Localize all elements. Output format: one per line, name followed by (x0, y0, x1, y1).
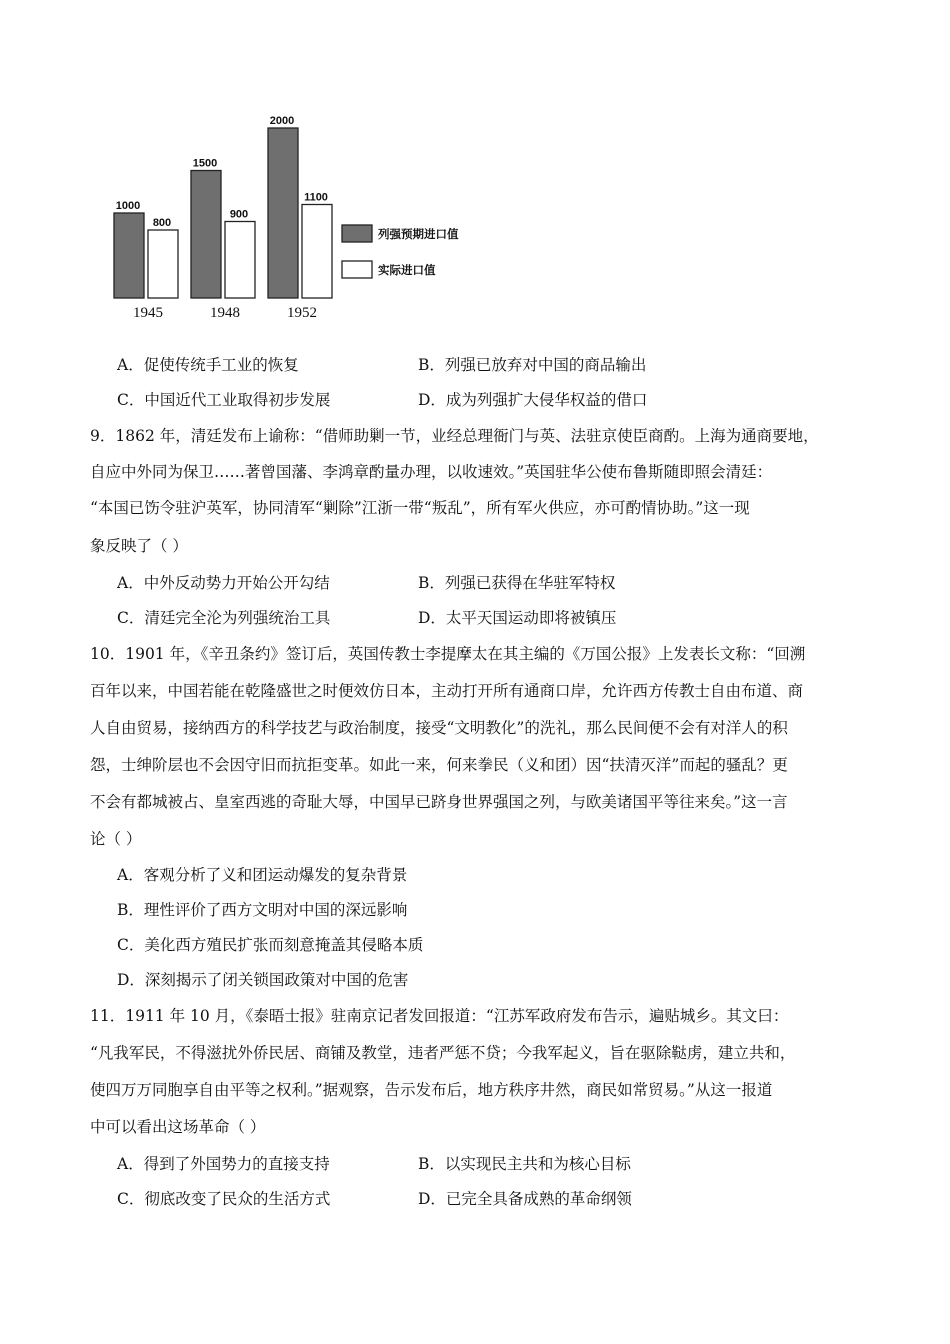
legend-label: 列强预期进口值 (378, 227, 459, 241)
q10-option-a: A．客观分析了义和团运动爆发的复杂背景 (117, 866, 408, 884)
q9-stem-line: 自应中外同为保卫……著曾国藩、李鸿章酌量办理，以收速效。”英国驻华公使布鲁斯随即照会清廷： (90, 463, 773, 481)
q10-option-c: C．美化西方殖民扩张而刻意掩盖其侵略本质 (117, 936, 424, 954)
q11-stem-line: 中可以看出这场革命（ ） (90, 1118, 266, 1136)
q9-option-b: B．列强已获得在华驻军特权 (418, 574, 616, 592)
chart-svg (100, 112, 480, 322)
q9-option-d: D．太平天国运动即将被镇压 (418, 609, 617, 627)
bar-value-label: 1100 (304, 191, 328, 204)
expected-import-bar (114, 213, 144, 298)
q9-stem-line: “本国已饬令驻沪英军，协同清军“剿除”江浙一带“叛乱”，所有军火供应，亦可酌情协助。”这一现 (90, 499, 750, 517)
q10-stem-line: 怨，士绅阶层也不会因守旧而抗拒变革。如此一来，何来拳民（义和团）因“扶清灭洋”而起的骚乱？更 (90, 756, 788, 774)
actual-import-bar (148, 230, 178, 298)
import-bar-chart (100, 112, 480, 322)
legend-label: 实际进口值 (378, 263, 436, 277)
q10-option-d: D．深刻揭示了闭关锁国政策对中国的危害 (117, 971, 409, 989)
bar-value-label: 1000 (115, 200, 141, 212)
bar-value-label: 800 (152, 217, 172, 229)
q11-option-a: A．得到了外国势力的直接支持 (117, 1155, 330, 1173)
q10-stem-line: 论（ ） (90, 830, 142, 848)
bar-value-label: 900 (229, 208, 249, 221)
q8-option-a: A．促使传统手工业的恢复 (117, 356, 299, 374)
x-tick-label: 1952 (287, 305, 317, 321)
expected-import-bar (191, 171, 221, 299)
x-tick-label: 1945 (133, 305, 163, 321)
q11-stem-line: “凡我军民，不得滋扰外侨民居、商铺及教堂，违者严惩不贷；今我军起义，旨在驱除鞑虏，建立共和， (90, 1044, 796, 1062)
q8-option-d: D．成为列强扩大侵华权益的借口 (418, 391, 648, 409)
q9-stem-line: 9．1862 年，清廷发布上谕称：“借师助剿一节，业经总理衙门与英、法驻京使臣商酌。上海为通商要地， (90, 427, 819, 445)
q10-stem-line: 10．1901 年，《辛丑条约》签订后，英国传教士李提摩太在其主编的《万国公报》上发表长文称：“回溯 (90, 645, 806, 663)
legend-swatch-actual (342, 261, 372, 278)
q10-stem-line: 不会有都城被占、皇室西逃的奇耻大辱，中国早已跻身世界强国之列，与欧美诸国平等往来矣。”这一言 (90, 793, 788, 811)
x-tick-label: 1948 (210, 305, 240, 321)
q11-stem-line: 使四万万同胞享自由平等之权利。”据观察，告示发布后，地方秩序井然，商民如常贸易。”从这一报道 (90, 1081, 773, 1099)
q11-option-b: B．以实现民主共和为核心目标 (418, 1155, 631, 1173)
expected-import-bar (268, 128, 298, 298)
legend-swatch-expected (342, 225, 372, 242)
q8-option-b: B．列强已放弃对中国的商品输出 (418, 356, 647, 374)
q9-option-c: C．清廷完全沦为列强统治工具 (117, 609, 331, 627)
q10-option-b: B．理性评价了西方文明对中国的深远影响 (117, 901, 408, 919)
q10-stem-line: 人自由贸易，接纳西方的科学技艺与政治制度，接受“文明教化”的洗礼，那么民间便不会有对洋人的积 (90, 719, 788, 737)
q8-option-c: C．中国近代工业取得初步发展 (117, 391, 331, 409)
q11-option-d: D．已完全具备成熟的革命纲领 (418, 1190, 632, 1208)
q10-stem-line: 百年以来，中国若能在乾隆盛世之时便效仿日本，主动打开所有通商口岸，允许西方传教士自由布道、商 (90, 682, 804, 700)
actual-import-bar (225, 222, 255, 299)
q9-option-a: A．中外反动势力开始公开勾结 (117, 574, 330, 592)
q11-option-c: C．彻底改变了民众的生活方式 (117, 1190, 331, 1208)
q9-stem-line: 象反映了（ ） (90, 537, 188, 555)
bar-value-label: 2000 (269, 115, 295, 127)
bar-value-label: 1500 (192, 157, 218, 170)
actual-import-bar (302, 205, 332, 299)
q11-stem-line: 11．1911 年 10 月，《泰晤士报》驻南京记者发回报道：“江苏军政府发布告示，遍贴城乡。其文曰： (90, 1007, 789, 1025)
